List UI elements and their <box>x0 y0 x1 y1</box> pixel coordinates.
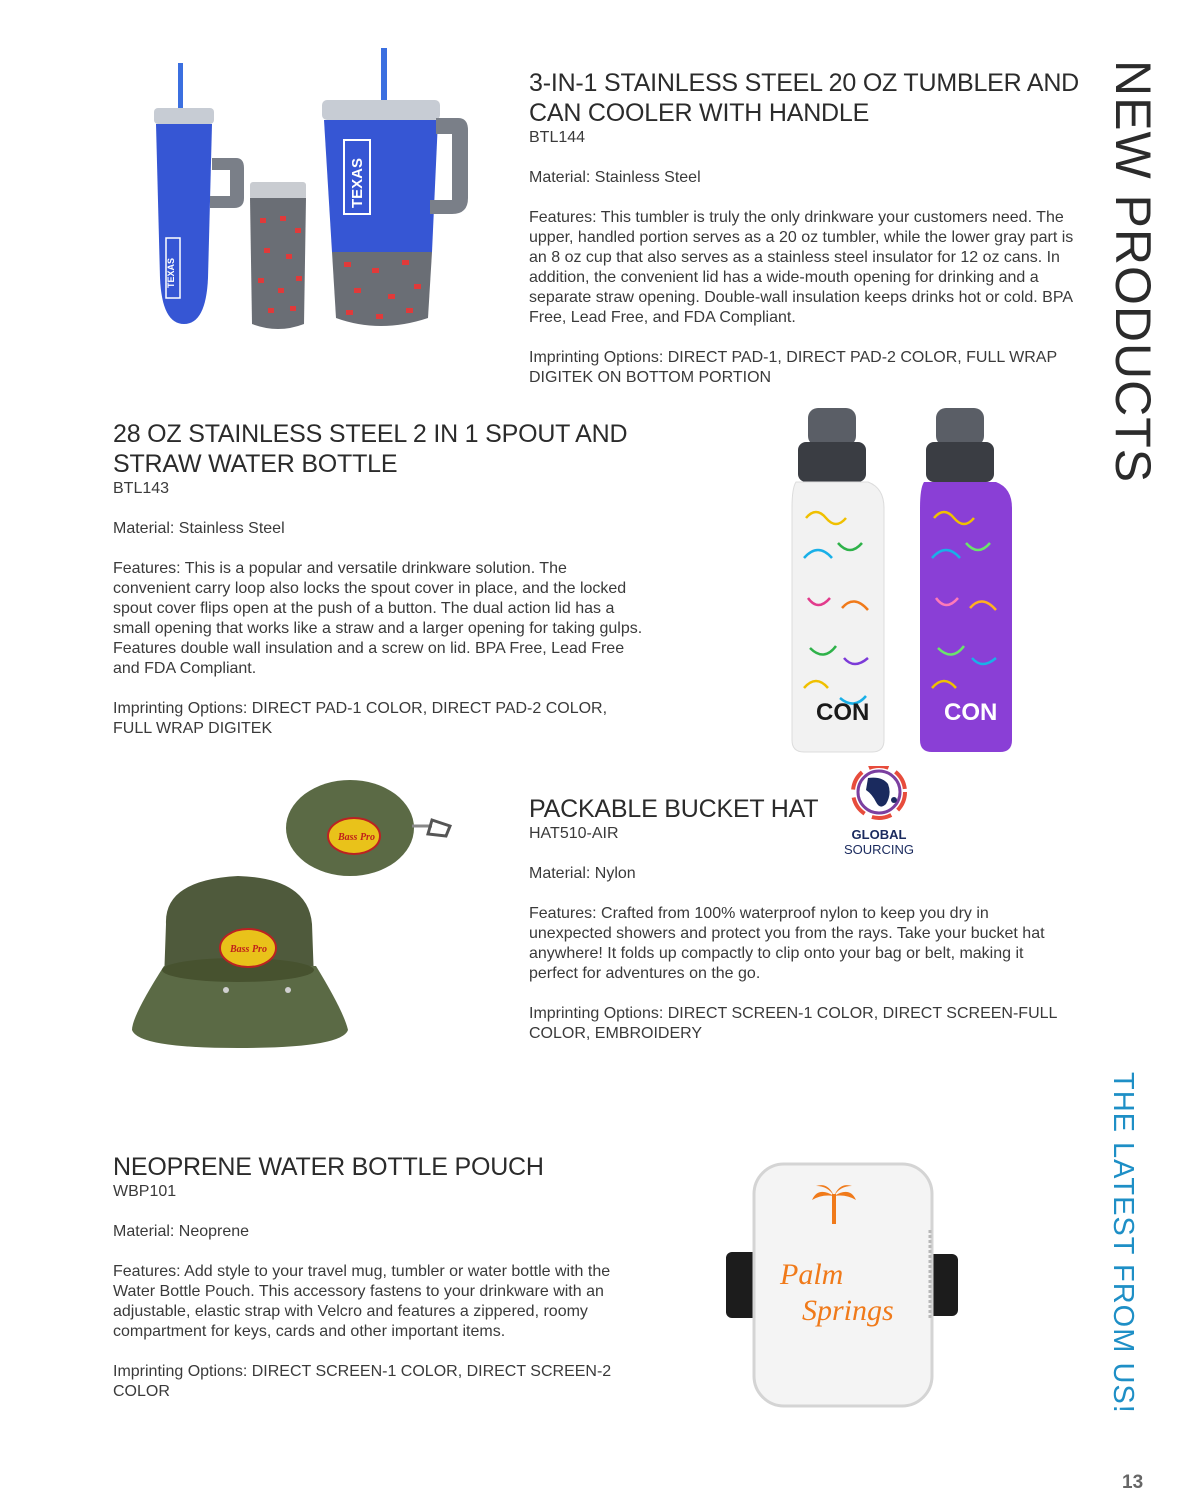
texas-logo-large: TEXAS <box>349 157 366 208</box>
con-logo-white: CON <box>816 699 870 726</box>
title-line: NEOPRENE WATER BOTTLE POUCH <box>113 1153 544 1181</box>
product-title <box>113 419 643 479</box>
product-title <box>529 68 1089 128</box>
product-imprinting: Imprinting Options: DIRECT SCREEN-1 COLOR, DIRECT SCREEN-FULL COLOR, EMBROIDERY <box>529 1005 1057 1042</box>
title-line: 3-IN-1 STAINLESS STEEL 20 OZ TUMBLER AND <box>529 69 1080 97</box>
product-sku: BTL143 <box>113 480 170 497</box>
con-logo-purple: CON <box>944 699 998 726</box>
product-features: Features: This is a popular and versatile drinkware solution. The convenient carry loop also locks the spout cover in place, and the locked spout cover flips open at the push of a button. The dual action lid has a small opening that works like a straw and a larger opening for taking gulps. Features double wall insulation and a screw on lid. BPA Free, Lead Free and FDA Compliant. <box>113 560 643 677</box>
product-sku: WBP101 <box>113 1183 177 1200</box>
globe-icon <box>836 766 922 822</box>
springs-logo-text: Springs <box>802 1294 894 1327</box>
product-material: Material: Stainless Steel <box>529 169 701 186</box>
texas-logo-small: TEXAS <box>166 257 176 288</box>
product-neoprene-pouch <box>113 1152 643 1402</box>
product-material: Material: Stainless Steel <box>113 520 285 537</box>
global-sourcing-badge <box>836 766 922 857</box>
title-line: PACKABLE BUCKET HAT <box>529 795 819 823</box>
product-material: Material: Neoprene <box>113 1223 250 1240</box>
title-line: CAN COOLER WITH HANDLE <box>529 99 870 127</box>
bucket-hat-image <box>128 780 478 1065</box>
page-number: 13 <box>1122 1472 1144 1493</box>
palm-logo-text: Palm <box>780 1258 844 1291</box>
badge-line1: GLOBAL <box>851 827 907 842</box>
side-title: NEW PRODUCTS <box>1105 60 1161 484</box>
product-bucket-hat <box>529 794 1059 1044</box>
product-features: Features: Add style to your travel mug, tumbler or water bottle with the Water Bottle Pouch. This accessory fastens to your drinkware with an adjustable, elastic strap with Velcro and features a zippered, roomy compartment for keys, cards and other important items. <box>113 1263 611 1340</box>
product-title <box>113 1152 643 1182</box>
product-features: Features: This tumbler is truly the only drinkware your customers need. The upper, handled portion serves as a 20 oz tumbler, while the lower gray part is an 8 oz cup that also serves as a stainless steel insulator for 12 oz cans. In addition, the convenient lid has a wide-mouth opening for drinking and a separate straw opening. Double-wall insulation keeps drinks hot or cold. BPA Free, Lead Free, and FDA Compliant. <box>529 209 1074 326</box>
title-line: STRAW WATER BOTTLE <box>113 450 398 478</box>
tumbler-image <box>140 48 470 338</box>
water-bottle-image <box>786 408 1016 754</box>
product-imprinting: Imprinting Options: DIRECT PAD-1 COLOR, DIRECT PAD-2 COLOR, FULL WRAP DIGITEK <box>113 700 608 737</box>
product-imprinting: Imprinting Options: DIRECT PAD-1, DIRECT PAD-2 COLOR, FULL WRAP DIGITEK ON BOTTOM PORTION <box>529 349 1057 386</box>
product-water-bottle <box>113 419 643 739</box>
product-title <box>529 794 1059 824</box>
title-line: 28 OZ STAINLESS STEEL 2 IN 1 SPOUT AND <box>113 420 628 448</box>
product-features: Features: Crafted from 100% waterproof nylon to keep you dry in unexpected showers and protect you from the rays. Take your bucket hat anywhere! It folds up compactly to clip onto your bag or belt, making it perfect for adventures on the go. <box>529 905 1045 982</box>
bass-pro-logo-hat: Bass Pro <box>230 944 267 955</box>
badge-line2: SOURCING <box>843 842 915 857</box>
product-material: Material: Nylon <box>529 865 636 882</box>
product-imprinting: Imprinting Options: DIRECT SCREEN-1 COLOR, DIRECT SCREEN-2 COLOR <box>113 1363 612 1400</box>
product-sku: HAT510-AIR <box>529 825 619 842</box>
product-sku: BTL144 <box>529 129 586 146</box>
pouch-image <box>724 1160 960 1410</box>
bass-pro-logo-pouch: Bass Pro <box>338 832 375 843</box>
product-tumbler <box>529 68 1089 388</box>
side-subtitle: THE LATEST FROM US! <box>1107 1072 1139 1414</box>
